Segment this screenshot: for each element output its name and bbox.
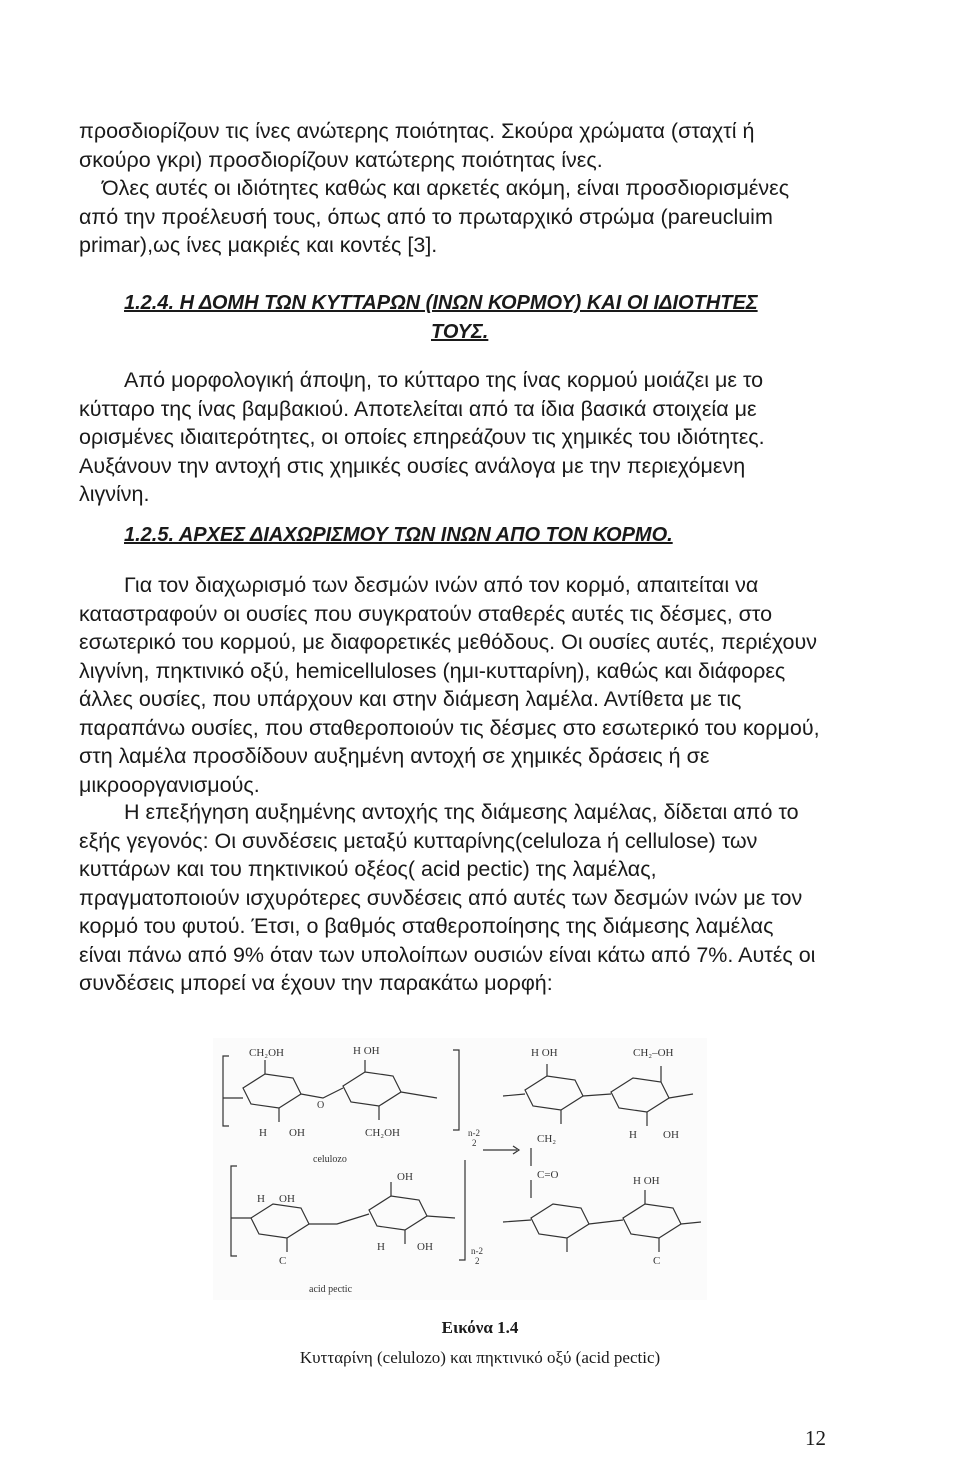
chemical-structure-figure (213, 1038, 707, 1300)
label-carboxyl: C (653, 1255, 661, 1267)
bracket-left-top (223, 1056, 229, 1126)
section-heading-124-cont: ΤΟΥΣ. (431, 321, 489, 343)
label-oh: OH (663, 1129, 679, 1141)
text-line: παραπάνω ουσίες, που σταθεροποιούν τις δέσμες στο εσωτερικό του κορμού, (79, 715, 820, 740)
text-line: κορμό του φυτού. Έτσι, ο βαθμός σταθεροποίησης της διάμεσης λαμέλας (79, 914, 774, 938)
label-h: H (259, 1127, 267, 1139)
text-line: πραγματοποιούν ισχυρότερες συνδέσεις από αυτές των δεσμών ινών με τον (79, 885, 803, 910)
glucose-ring-4 (611, 1078, 669, 1112)
intro-paragraph (79, 117, 789, 260)
page-number: 12 (805, 1426, 826, 1450)
text-line: Η επεξήγηση αυξημένης αντοχής της διάμεσης λαμέλας, δίδεται από το (124, 800, 799, 824)
text-line: συνδέσεις μπορεί να έχουν την παρακάτω μορφή: (79, 971, 553, 995)
text-line: ορισμένες ιδιαιτερότητες, οι οποίες επηρεάζουν τις χημικές του ιδιότητες. (79, 425, 765, 449)
figure-caption-title: Εικόνα 1.4 (441, 1318, 519, 1337)
galacturonic-ring-1 (251, 1204, 309, 1238)
text-line: λιγνίνη. (79, 482, 150, 506)
label-h: H (377, 1241, 385, 1253)
galacturonic-ring-2 (369, 1196, 427, 1230)
text-line: άλλες ουσίες, που υπάρχουν και στην διάμεση λαμέλα. Αντίθετα με τις (79, 687, 742, 711)
label-oh: OH (289, 1127, 305, 1139)
galacturonic-ring-3 (531, 1204, 589, 1238)
label-n-2: n-2 (468, 1128, 480, 1138)
text-line: Όλες αυτές οι ιδιότητες καθώς και αρκετές ακόμη, είναι προσδιορισμένες (102, 176, 790, 200)
text-line: λιγνίνη, πηκτινικό οξύ, hemicelluloses (ημι-κυτταρίνη), καθώς και διάφορες (79, 658, 786, 683)
figure-caption-text: Κυτταρίνη (celulozo) και πηκτινικό οξύ (acid pectic) (299, 1348, 661, 1367)
text-line: είναι πάνω από 9% όταν των υπολοίπων ουσιών είναι κάτω από 7%. Αυτές οι (79, 942, 816, 967)
text-line: primar),ως ίνες μακριές και κοντές [3]. (79, 233, 438, 257)
label-oh: OH (397, 1171, 413, 1183)
section-heading-124: 1.2.4. Η ΔΟΜΗ ΤΩΝ ΚΥΤΤΑΡΩΝ (ΙΝΩΝ ΚΟΡΜΟΥ) ΚΑΙ ΟΙ ΙΔΙΟΤΗΤΕΣ (124, 292, 758, 314)
label-n-2: n-2 (471, 1246, 483, 1256)
text-line: στη λαμέλα προσδίδουν αυξημένη αντοχή σε χημικές δράσεις ή σε (79, 744, 710, 768)
bracket-left-bottom (231, 1166, 237, 1256)
separation-paragraph (79, 571, 820, 799)
bracket-right-bottom (459, 1160, 465, 1260)
text-line: Για τον διαχωρισμό των δεσμών ινών από τον κορμό, απαιτείται να (124, 573, 759, 597)
label-acid-pectic: acid pectic (309, 1284, 353, 1295)
bracket-right-top (453, 1050, 459, 1130)
text-line: από την προέλευσή τους, όπως από το πρωταρχικό στρώμα (pareucluim (79, 204, 773, 229)
label-ch2: CH₂ (537, 1133, 557, 1145)
text-line: Αυξάνουν την αντοχή στις χημικές ουσίες ανάλογα με την περιεχόμενη (79, 453, 746, 478)
label-oxygen: O (317, 1100, 325, 1111)
structure-paragraph (79, 366, 765, 509)
label-ch2oh: CH₂OH (365, 1127, 401, 1139)
glucose-ring-3 (525, 1076, 583, 1110)
label-ch2oh: CH₂OH (249, 1047, 285, 1059)
label-h-oh: H OH (531, 1047, 558, 1059)
text-line: εξής γεγονός: Οι συνδέσεις μεταξύ κυτταρίνης(celuloza ή cellulose) των (79, 828, 758, 853)
glucose-ring-2 (343, 1072, 401, 1106)
text-line: προσδιορίζουν τις ίνες ανώτερης ποιότητας. Σκούρα χρώματα (σταχτί ή (79, 119, 755, 143)
label-oh: OH (417, 1241, 433, 1253)
label-n-2-den: 2 (472, 1138, 477, 1148)
label-oh: OH (279, 1193, 295, 1205)
text-line: μικροοργανισμούς. (79, 772, 260, 797)
explanation-paragraph (79, 798, 815, 998)
label-carboxyl: C (279, 1255, 287, 1267)
label-n-2-den: 2 (475, 1256, 480, 1266)
label-h-oh: H OH (353, 1045, 380, 1057)
glucose-ring-1 (243, 1074, 301, 1108)
text-line: κυττάρων και του πηκτινικού οξέος( acid pectic) της λαμέλας, (79, 857, 657, 881)
text-line: εσωτερικό του κορμού, με διαφορετικές μεθόδους. Οι ουσίες αυτές, περιέχουν (79, 630, 818, 654)
text-line: Από μορφολογική άποψη, το κύτταρο της ίνας κορμού μοιάζει με το (124, 368, 764, 392)
label-h-oh: H OH (633, 1175, 660, 1187)
label-celulozo: celulozo (313, 1154, 347, 1165)
label-h: H (257, 1193, 265, 1205)
text-line: σκούρο γκρι) προσδιορίζουν κατώτερης ποιότητας ίνες. (79, 147, 603, 172)
label-h: H (629, 1129, 637, 1141)
text-line: κύτταρο της ίνας βαμβακιού. Αποτελείται από τα ίδια βασικά στοιχεία με (79, 396, 757, 421)
text-line: καταστραφούν οι ουσίες που συγκρατούν σταθερές αυτές τις δέσμες, στο (79, 601, 773, 626)
label-carbonyl: C=O (537, 1169, 559, 1181)
galacturonic-ring-4 (623, 1204, 681, 1238)
label-ch2oh: CH₂–OH (633, 1047, 674, 1059)
section-heading-125: 1.2.5. ΑΡΧΕΣ ΔΙΑΧΩΡΙΣΜΟΥ ΤΩΝ ΙΝΩΝ ΑΠΟ ΤΟΝ ΚΟΡΜΟ. (124, 524, 673, 546)
